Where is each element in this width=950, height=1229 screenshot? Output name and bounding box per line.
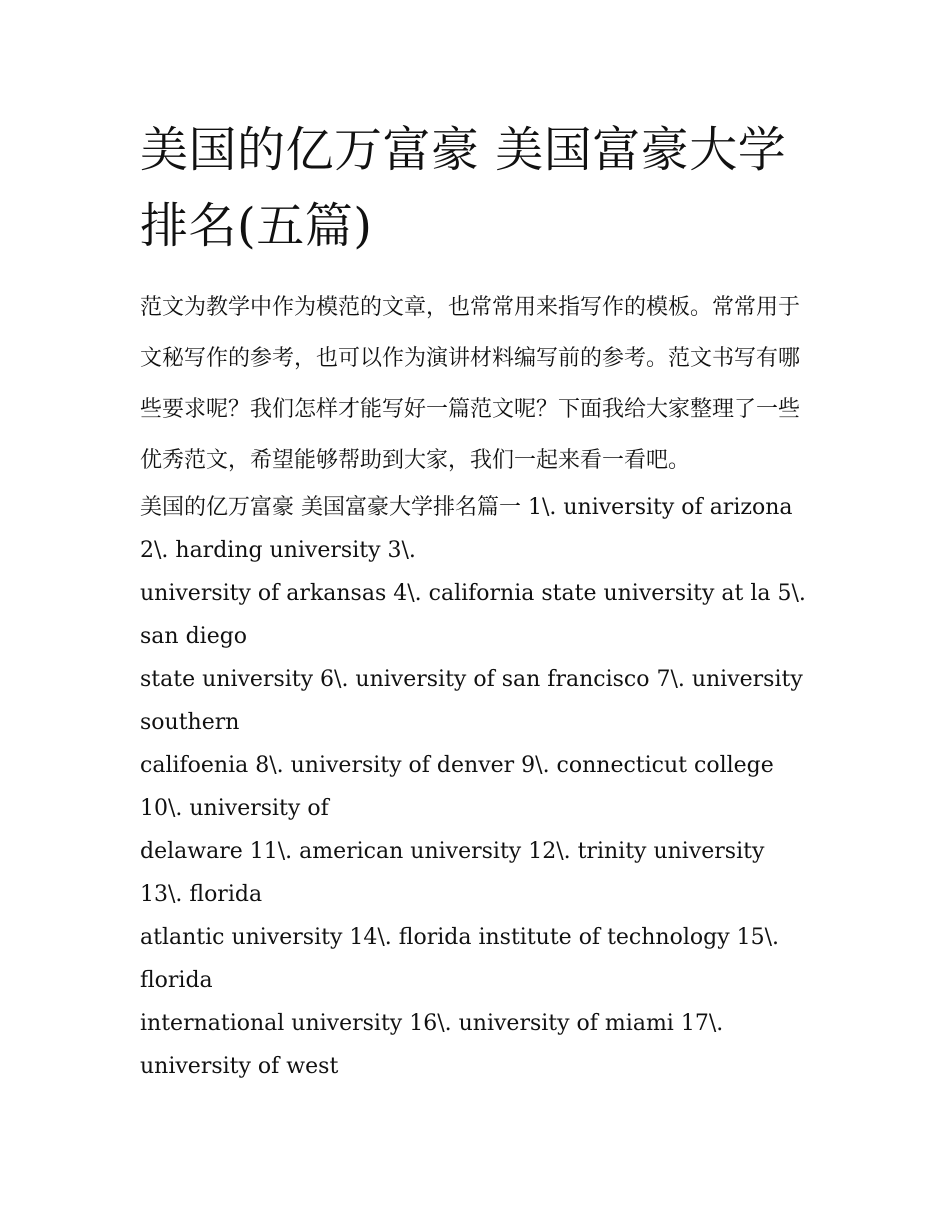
list-line: university of arkansas 4\. california state university at la 5\. san diego	[140, 581, 806, 649]
list-line: califoenia 8\. university of denver 9\. connecticut college 10\. university of	[140, 753, 774, 821]
list-line: atlantic university 14\. florida institute of technology 15\. florida	[140, 925, 780, 993]
list-line: international university 16\. university of miami 17\. university of west	[140, 1011, 724, 1079]
document-page	[140, 112, 812, 1088]
list-line: state university 6\. university of san francisco 7\. university southern	[140, 667, 803, 735]
list-line: delaware 11\. american university 12\. trinity university 13\. florida	[140, 839, 765, 907]
document-title: 美国的亿万富豪 美国富豪大学排名(五篇)	[140, 122, 787, 254]
university-list	[140, 486, 812, 1088]
list-line: 美国的亿万富豪 美国富豪大学排名篇一 1\. university of arizona 2\. harding university 3\.	[140, 495, 793, 563]
intro-paragraph: 范文为教学中作为模范的文章，也常常用来指写作的模板。常常用于文秘写作的参考，也可以作为演讲材料编写前的参考。范文书写有哪些要求呢？我们怎样才能写好一篇范文呢？下面我给大家整理了一些优秀范文，希望能够帮助到大家，我们一起来看一看吧。	[140, 295, 801, 473]
